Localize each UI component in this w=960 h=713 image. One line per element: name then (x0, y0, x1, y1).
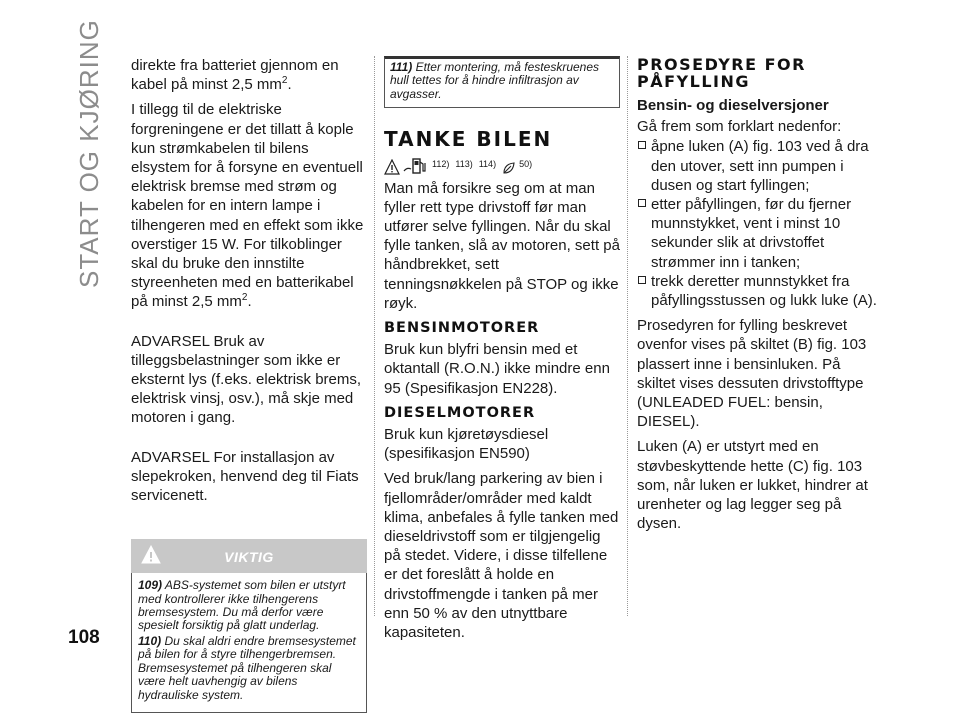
subsection-heading: BENSINMOTORER (384, 320, 540, 337)
paragraph: Gå frem som forklart nedenfor: (637, 118, 842, 136)
note-box: 111) Etter montering, må festeskruenes hull tettes for å hindre infiltrasjon av avgasser. (384, 56, 620, 108)
column-1 (131, 56, 367, 713)
paragraph: Prosedyren for fylling beskrevet ovenfor vises på skiltet (B) fig. 103 plassert inne i bensinluken. På skiltet vises dessuten drivstofftype (UNLEADED FUEL: bensin, DIESEL). (637, 317, 867, 431)
section-heading: PROSEDYRE FOR PÅFYLLING (637, 55, 806, 91)
warning-item: 110) Du skal aldri endre bremsesystemet på bilen for å styre tilhengerbremsen. Bremsesystemet på tilhengeren skal være helt uavhengig av bilens hydrauliske system. (138, 633, 356, 702)
subheading: Bensin- og dieselversjoner (637, 97, 829, 114)
paragraph: I tillegg til de elektriske forgreningene er det tillatt å kople kun strømkabelen til bilens elsystem for å forsyne en eventuell elektrisk bremse med strøm og kabelen for en intern lampe i tilhengeren med en effekt som ikke overstiger 15 W. For tilkoblinger skal du bruke den innstilte styreenheten med en batterikabel på minst 2,5 $mm^2$. (131, 101, 364, 311)
chapter-side-label-text: START OG KJØRING (74, 19, 104, 288)
column-3 (637, 56, 877, 539)
paragraph: Luken (A) er utstyrt med en støvbeskyttende hette (C) fig. 103 som, når luken er lukket, hindrer at urenheter og lag legger seg på dysen. (637, 438, 868, 533)
paragraph: Bruk kun blyfri bensin med et oktantall (R.O.N.) ikke mindre enn 95 (Spesifikasjon EN228). (384, 341, 610, 397)
paragraph: Bruk kun kjøretøysdiesel (spesifikasjon EN590) (384, 426, 549, 463)
subsection-heading: DIESELMOTORER (384, 404, 536, 421)
reference-number: 114) (478, 159, 497, 170)
checkbox-bullet-icon (638, 276, 646, 284)
list-item: åpne luken (A) fig. 103 ved å dra den utover, sett inn pumpen i dusen og start fyllingen; (637, 137, 877, 195)
environment-icon (502, 161, 516, 175)
caution-paragraph: ADVARSEL Bruk av tilleggsbelastninger som ikke er eksternt lys (f.eks. elektrisk brems, elektrisk vinsj, osv.), må skje med motoren i gang. (131, 332, 362, 427)
reference-number: 113) (455, 159, 473, 170)
column-divider (627, 56, 628, 616)
warning-triangle-icon (384, 159, 400, 175)
column-2 (384, 56, 620, 648)
paragraph: direkte fra batteriet gjennom en kabel på minst 2,5 $mm^2$. (131, 57, 339, 94)
list-item: trekk deretter munnstykket fra påfyllingsstussen og lukk luke (A). (637, 272, 877, 310)
warning-header (131, 539, 367, 573)
page-number: 108 (68, 627, 100, 648)
warning-box (131, 573, 367, 713)
section-heading: TANKE BILEN (384, 127, 553, 152)
reference-number: 112) (432, 159, 450, 170)
warning-title: VIKTIG (224, 549, 274, 566)
chapter-side-label (74, 19, 106, 288)
checkbox-bullet-icon (638, 141, 646, 149)
paragraph: Ved bruk/lang parkering av bien i fjellområder/områder med kaldt klima, anbefales å fylle tanken med dieseldrivstoff som er tilgjengelig på stedet. Videre, i disse tilfellene er det foreslått å holde en drivstoffmengde i tanken på mer enn 50 % av den utnyttbare kapasiteten. (384, 470, 619, 642)
paragraph: Man må forsikre seg om at man fyller rett type drivstoff før man utfører selve fyllingen. Når du skal fylle tanken, slå av motoren, sett på håndbrekket, sett tenningsnøkkelen på STOP og ikke røyk. (384, 179, 620, 312)
reference-number: 50) (519, 159, 533, 170)
list-item: etter påfyllingen, før du fjerner munnstykket, vent i minst 10 sekunder slik at drivstoffet strømmer inn i tanken; (637, 195, 877, 272)
column-divider (374, 56, 375, 616)
caution-paragraph: ADVARSEL For installasjon av slepekroken, henvend deg til Fiats servicenett. (131, 448, 359, 505)
checkbox-bullet-icon (638, 199, 646, 207)
reference-icons (384, 155, 620, 174)
fuel-pump-icon (403, 157, 429, 175)
warning-item: 109) ABS-systemet som bilen er utstyrt med kontrollerer ikke tilhengerens bremsesystem. Du må derfor være spesielt forsiktig på glatt underlag. (138, 578, 346, 633)
